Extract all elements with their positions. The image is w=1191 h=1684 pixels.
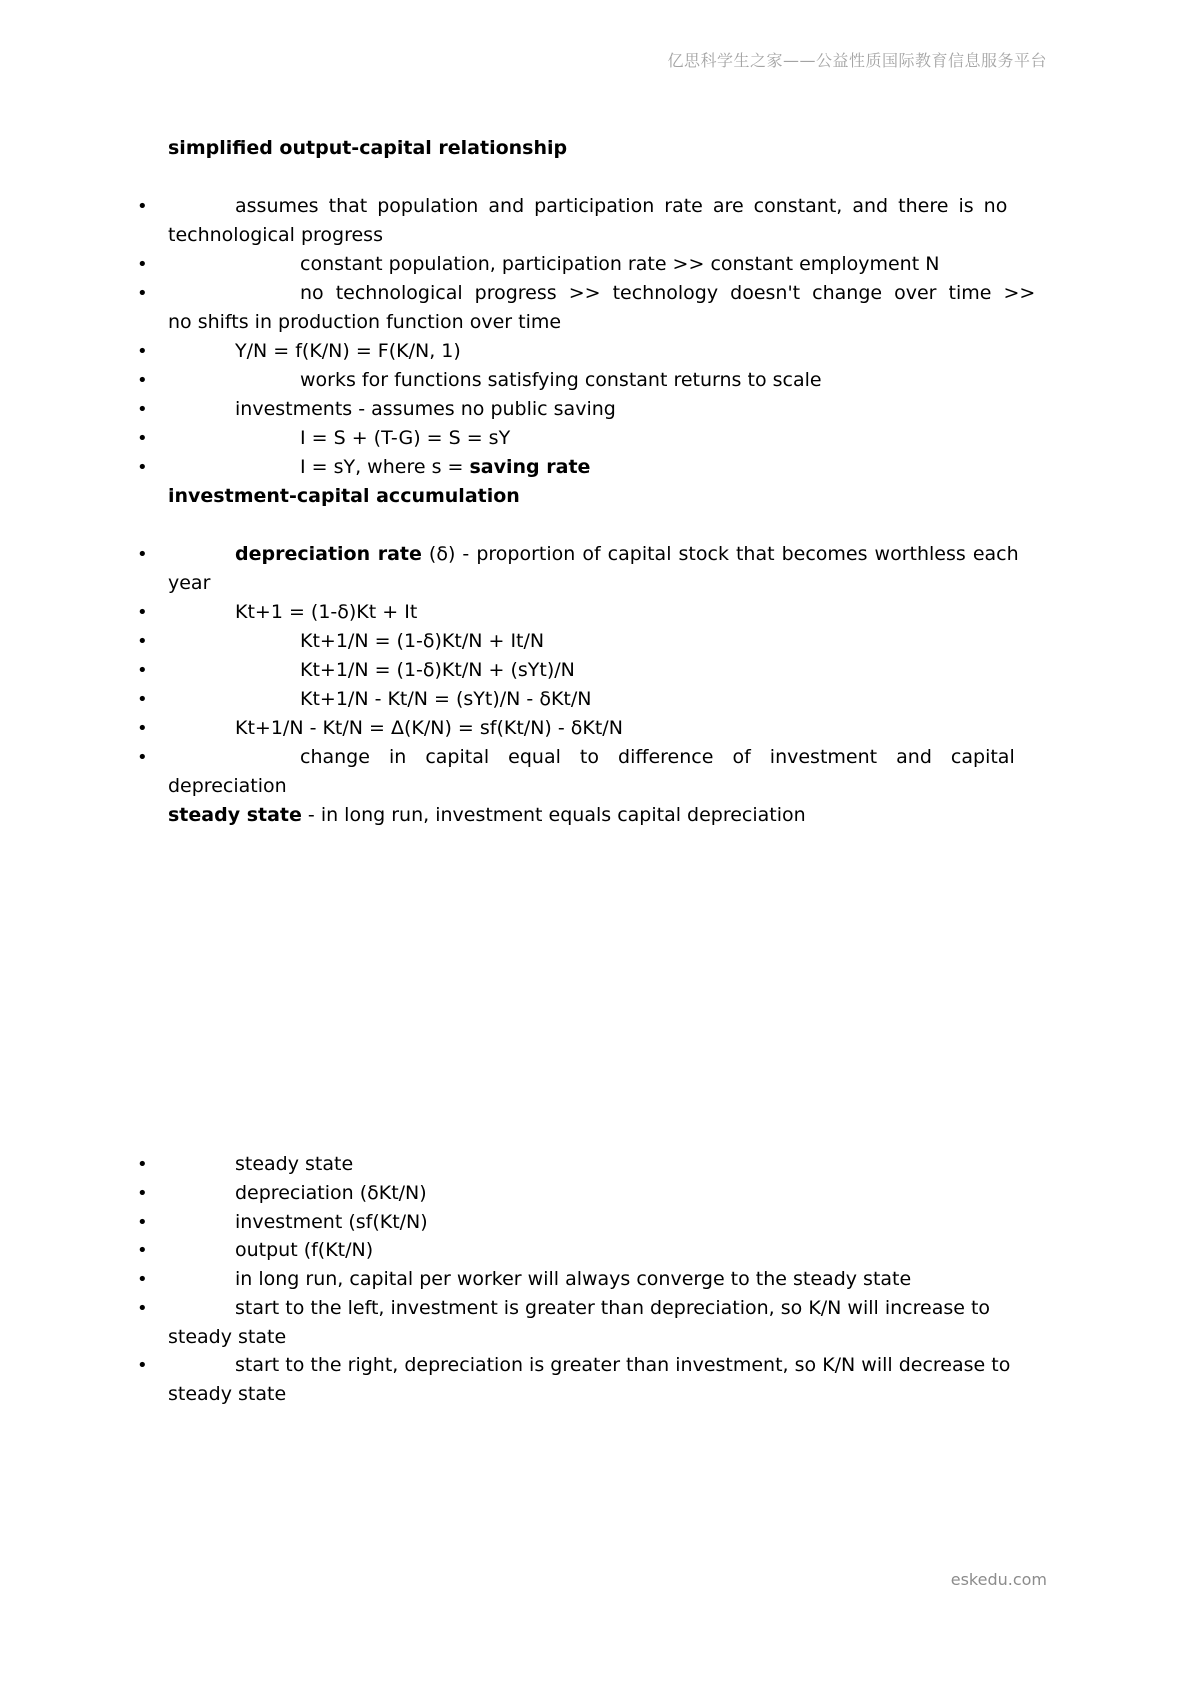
bullet-item-investments bbox=[137, 395, 1030, 424]
bullet-text: Kt+1 = (1-δ)Kt + It bbox=[235, 601, 418, 623]
bullet-text: Kt+1/N = (1-δ)Kt/N + (sYt)/N bbox=[300, 659, 575, 681]
bullet-text: start to the left, investment is greater than depreciation, so K/N will increase to bbox=[235, 1297, 991, 1319]
bullet-icon: • bbox=[137, 1154, 148, 1175]
bullet-text: works for functions satisfying constant returns to scale bbox=[300, 369, 822, 391]
bullet-text: investments - assumes no public saving bbox=[235, 398, 616, 420]
bullet-item-no-tech-progress bbox=[137, 279, 1036, 337]
bullet-icon: • bbox=[137, 1298, 148, 1319]
bullet-text: investment (sf(Kt/N) bbox=[235, 1211, 428, 1233]
bullet-text: steady state bbox=[235, 1153, 354, 1175]
bullet-icon: • bbox=[137, 254, 148, 275]
bullet-icon: • bbox=[137, 1183, 148, 1204]
bullet-icon: • bbox=[137, 1240, 148, 1261]
bullet-text: I = S + (T-G) = S = sY bbox=[300, 427, 511, 449]
bullet-text: assumes that population and participation rate are constant, and there is no bbox=[235, 195, 1008, 217]
bullet-item-yn-formula bbox=[137, 337, 1030, 366]
bullet-text: Kt+1/N = (1-δ)Kt/N + It/N bbox=[300, 630, 545, 652]
bullet-text: output (f(Kt/N) bbox=[235, 1239, 374, 1261]
steady-state-note bbox=[168, 801, 1030, 830]
bullet-icon: • bbox=[137, 341, 148, 362]
bullet-text: start to the right, depreciation is greater than investment, so K/N will decrease to bbox=[235, 1354, 1011, 1376]
bullet-icon: • bbox=[137, 689, 148, 710]
bullet-icon: • bbox=[137, 747, 148, 768]
bullet-text-bold: saving rate bbox=[469, 456, 591, 478]
bullet-icon: • bbox=[137, 1269, 148, 1290]
bullet-item-kt1-formula bbox=[137, 598, 1030, 627]
bullet-text: depreciation (δKt/N) bbox=[235, 1182, 427, 1204]
bullet-item-crs bbox=[137, 366, 1030, 395]
bullet-item-converge bbox=[137, 1265, 1030, 1294]
bullet-text: Y/N = f(K/N) = F(K/N, 1) bbox=[235, 340, 461, 362]
bullet-item-delta-kn-formula bbox=[137, 714, 1030, 743]
bullet-icon: • bbox=[137, 1355, 148, 1376]
bullet-item-depreciation-rate bbox=[137, 540, 1030, 598]
note-text: - in long run, investment equals capital depreciation bbox=[301, 804, 806, 826]
bullet-item-investment-curve bbox=[137, 1208, 1030, 1237]
bullet-text: Kt+1/N - Kt/N = (sYt)/N - δKt/N bbox=[300, 688, 592, 710]
heading-investment-capital-accumulation bbox=[168, 482, 1030, 511]
bullet-text: depreciation bbox=[168, 775, 287, 797]
heading-text: simplified output-capital relationship bbox=[168, 137, 568, 159]
bullet-icon: • bbox=[137, 631, 148, 652]
bullet-text: (δ) - proportion of capital stock that becomes worthless each bbox=[421, 543, 1019, 565]
bullet-text: constant population, participation rate >> constant employment N bbox=[300, 253, 940, 275]
bullet-item-saving-rate bbox=[137, 453, 1030, 482]
bullet-icon: • bbox=[137, 718, 148, 739]
bullet-icon: • bbox=[137, 602, 148, 623]
page-header-text: 亿思科学生之家——公益性质国际教育信息服务平台 bbox=[667, 51, 1047, 70]
bullet-item-start-left bbox=[137, 1294, 1030, 1352]
bullet-text: I = sY, where s = bbox=[300, 456, 470, 478]
bullet-text-bold: depreciation rate bbox=[235, 543, 422, 565]
page-footer-text: eskedu.com bbox=[950, 1570, 1047, 1589]
bullet-item-i-equals-s bbox=[137, 424, 1030, 453]
bullet-icon: • bbox=[137, 457, 148, 478]
bullet-text: Kt+1/N - Kt/N = Δ(K/N) = sf(Kt/N) - δKt/N bbox=[235, 717, 623, 739]
bullet-item-kt1n-formula-2 bbox=[137, 656, 1030, 685]
bullet-icon: • bbox=[137, 283, 148, 304]
bullet-text: in long run, capital per worker will always converge to the steady state bbox=[235, 1268, 912, 1290]
bullet-icon: • bbox=[137, 428, 148, 449]
bullet-text: steady state bbox=[168, 1326, 287, 1348]
bullet-item-depreciation-curve bbox=[137, 1179, 1030, 1208]
bullet-icon: • bbox=[137, 196, 148, 217]
bullet-text: year bbox=[168, 572, 211, 594]
note-text-bold: steady state bbox=[168, 804, 302, 826]
bullet-icon: • bbox=[137, 370, 148, 391]
bullet-icon: • bbox=[137, 399, 148, 420]
bullet-item-output-curve bbox=[137, 1236, 1030, 1265]
bullet-item-kt1n-formula-1 bbox=[137, 627, 1030, 656]
bullet-text: no shifts in production function over time bbox=[168, 311, 562, 333]
bullet-item-change-in-capital bbox=[137, 743, 1030, 801]
bullet-item-constant-population bbox=[137, 250, 1030, 279]
bullet-text: no technological progress >> technology doesn't change over time >> bbox=[300, 282, 1036, 304]
bullet-item-assumptions bbox=[137, 192, 1030, 250]
bullet-icon: • bbox=[137, 1212, 148, 1233]
bullet-text: technological progress bbox=[168, 224, 383, 246]
bullet-item-start-right bbox=[137, 1351, 1030, 1409]
bullet-text: change in capital equal to difference of investment and capital bbox=[300, 746, 1015, 768]
bullet-text: steady state bbox=[168, 1383, 287, 1405]
bullet-item-kt1n-formula-3 bbox=[137, 685, 1030, 714]
figure-placeholder bbox=[168, 840, 1030, 1140]
bullet-icon: • bbox=[137, 660, 148, 681]
heading-text: investment-capital accumulation bbox=[168, 485, 520, 507]
bullet-icon: • bbox=[137, 544, 148, 565]
heading-simplified-output-capital-relationship bbox=[168, 134, 1030, 163]
bullet-item-steady-state bbox=[137, 1150, 1030, 1179]
